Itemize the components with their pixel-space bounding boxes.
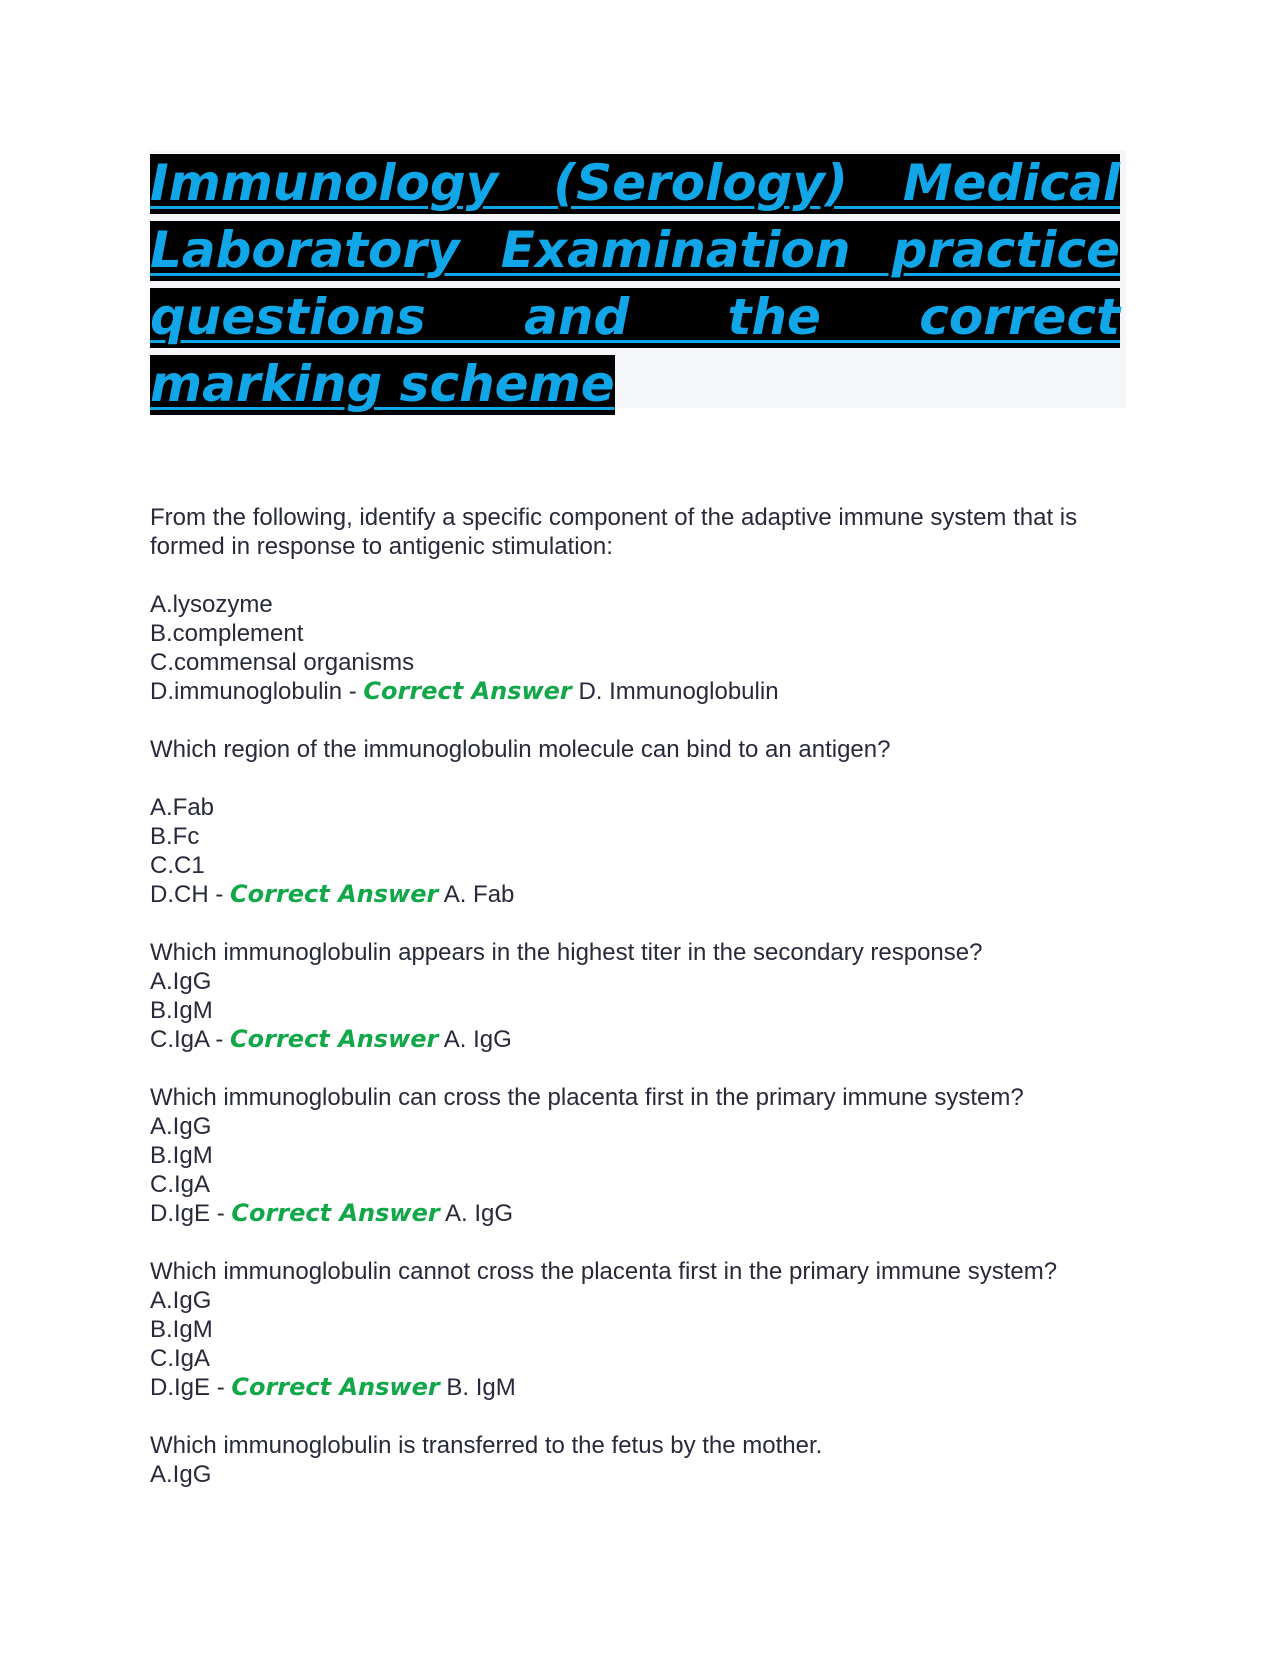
option: C.C1 bbox=[150, 852, 205, 879]
separator: - bbox=[342, 678, 364, 705]
option: B.IgM bbox=[150, 1316, 213, 1343]
option: C.IgA bbox=[150, 1171, 211, 1198]
question-3 bbox=[150, 938, 1126, 1054]
option-with-answer bbox=[150, 1199, 1126, 1228]
option: A.Fab bbox=[150, 794, 215, 821]
option: A.IgG bbox=[150, 1113, 212, 1140]
questions-list bbox=[150, 503, 1126, 1489]
document-title bbox=[150, 150, 1120, 418]
correct-answer-label: Correct Answer bbox=[230, 880, 439, 908]
answer-value: A. Fab bbox=[443, 881, 515, 908]
option: C.commensal organisms bbox=[150, 649, 415, 676]
option: C.IgA bbox=[150, 1026, 209, 1053]
question-6 bbox=[150, 1431, 1126, 1489]
option: C.IgA bbox=[150, 1345, 211, 1372]
separator: - bbox=[208, 881, 230, 908]
option-with-answer bbox=[150, 1025, 1126, 1054]
option: A.lysozyme bbox=[150, 591, 273, 618]
answer-value: A. IgG bbox=[443, 1026, 512, 1053]
document-title-text[interactable]: Immunology (Serology) Medical Laboratory Examination practice questions and the correct marking scheme bbox=[150, 154, 1120, 413]
question-2 bbox=[150, 735, 1126, 909]
option-with-answer bbox=[150, 677, 1126, 706]
answer-value: D. Immunoglobulin bbox=[578, 678, 779, 705]
option: D.immunoglobulin bbox=[150, 678, 343, 705]
option: A.IgG bbox=[150, 1461, 212, 1488]
answer-value: B. IgM bbox=[446, 1374, 516, 1401]
question-4 bbox=[150, 1083, 1126, 1228]
option: B.Fc bbox=[150, 823, 200, 850]
correct-answer-label: Correct Answer bbox=[231, 1373, 440, 1401]
option: B.IgM bbox=[150, 997, 213, 1024]
question-5 bbox=[150, 1257, 1126, 1402]
option: D.CH bbox=[150, 881, 209, 908]
answer-value: A. IgG bbox=[445, 1200, 514, 1227]
question-text: Which immunoglobulin can cross the placenta first in the primary immune system? bbox=[150, 1084, 1024, 1111]
question-text: From the following, identify a specific component of the adaptive immune system that is formed in response to antigenic stimulation: bbox=[150, 504, 1078, 560]
correct-answer-label: Correct Answer bbox=[363, 677, 572, 705]
question-text: Which immunoglobulin cannot cross the placenta first in the primary immune system? bbox=[150, 1258, 1058, 1285]
question-text: Which immunoglobulin appears in the highest titer in the secondary response? bbox=[150, 939, 983, 966]
option: A.IgG bbox=[150, 968, 212, 995]
correct-answer-label: Correct Answer bbox=[231, 1199, 440, 1227]
option: D.IgE bbox=[150, 1374, 211, 1401]
option: A.IgG bbox=[150, 1287, 212, 1314]
correct-answer-label: Correct Answer bbox=[230, 1025, 439, 1053]
question-1 bbox=[150, 503, 1126, 706]
question-text: Which immunoglobulin is transferred to the fetus by the mother. bbox=[150, 1432, 823, 1459]
option: B.complement bbox=[150, 620, 304, 647]
separator: - bbox=[210, 1374, 232, 1401]
title-block bbox=[150, 150, 1126, 413]
option-with-answer bbox=[150, 880, 1126, 909]
question-text: Which region of the immunoglobulin molecule can bind to an antigen? bbox=[150, 736, 891, 763]
document-page bbox=[150, 150, 1126, 1518]
separator: - bbox=[208, 1026, 231, 1053]
option-with-answer bbox=[150, 1373, 1126, 1402]
separator: - bbox=[210, 1200, 232, 1227]
option: D.IgE bbox=[150, 1200, 211, 1227]
option: B.IgM bbox=[150, 1142, 213, 1169]
